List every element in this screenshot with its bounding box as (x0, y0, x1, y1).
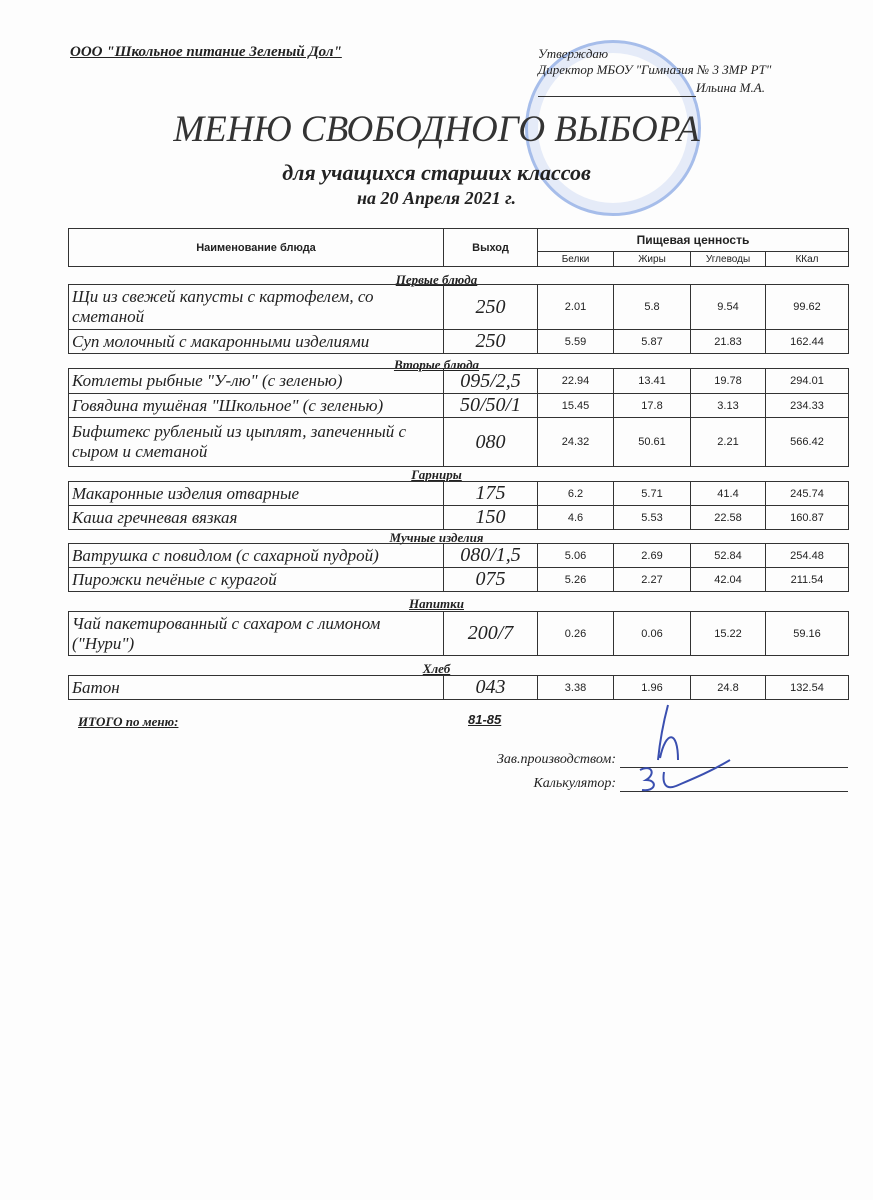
dish-name: Чай пакетированный с сахаром с лимоном ("Нури") (69, 612, 444, 656)
dish-carbs: 9.54 (691, 285, 766, 330)
dish-output: 043 (444, 676, 538, 700)
dish-fat: 0.06 (614, 612, 691, 656)
dish-fat: 17.8 (614, 394, 691, 418)
dish-fat: 5.53 (614, 506, 691, 530)
dish-output: 200/7 (444, 612, 538, 656)
col-nutrition: Пищевая ценность (538, 229, 849, 252)
table-row (69, 482, 849, 506)
dish-name: Пирожки печёные с курагой (69, 568, 444, 592)
dish-name: Щи из свежей капусты с картофелем, со сметаной (69, 285, 444, 330)
dish-fat: 5.8 (614, 285, 691, 330)
dish-protein: 15.45 (538, 394, 614, 418)
table-row (69, 612, 849, 656)
dish-carbs: 3.13 (691, 394, 766, 418)
dish-fat: 13.41 (614, 369, 691, 394)
dish-protein: 4.6 (538, 506, 614, 530)
section-table (68, 284, 849, 354)
dish-fat: 50.61 (614, 418, 691, 467)
dish-protein: 5.26 (538, 568, 614, 592)
dish-protein: 6.2 (538, 482, 614, 506)
dish-output: 080/1,5 (444, 544, 538, 568)
table-row (69, 369, 849, 394)
calculator-label: Калькулятор: (533, 776, 616, 791)
col-output: Выход (444, 229, 538, 267)
section-title: Гарниры (411, 467, 462, 482)
approval-signature-line (538, 96, 696, 97)
dish-carbs: 19.78 (691, 369, 766, 394)
table-row (69, 394, 849, 418)
organization-name: ООО "Школьное питание Зеленый Дол" (70, 44, 342, 60)
dish-kcal: 132.54 (766, 676, 849, 700)
approver-name: Ильина М.А. (696, 80, 765, 95)
dish-protein: 22.94 (538, 369, 614, 394)
table-row (69, 330, 849, 354)
dish-protein: 5.59 (538, 330, 614, 354)
dish-protein: 2.01 (538, 285, 614, 330)
section-table (68, 675, 849, 700)
dish-name: Батон (69, 676, 444, 700)
total-value: 81-85 (468, 712, 502, 727)
dish-kcal: 211.54 (766, 568, 849, 592)
dish-name: Говядина тушёная "Школьное" (с зеленью) (69, 394, 444, 418)
dish-output: 075 (444, 568, 538, 592)
dish-kcal: 99.62 (766, 285, 849, 330)
dish-fat: 5.87 (614, 330, 691, 354)
dish-kcal: 160.87 (766, 506, 849, 530)
approval-label: Утверждаю (538, 46, 609, 61)
table-row (69, 568, 849, 592)
dish-protein: 24.32 (538, 418, 614, 467)
section-title: Вторые блюда (393, 357, 480, 372)
dish-name: Бифштекс рубленый из цыплят, запеченный с сыром и сметаной (69, 418, 444, 467)
dish-carbs: 52.84 (691, 544, 766, 568)
table-row (69, 285, 849, 330)
col-carbs: Углеводы (691, 252, 766, 267)
dish-output: 175 (444, 482, 538, 506)
section-table (68, 543, 849, 592)
dish-carbs: 24.8 (691, 676, 766, 700)
dish-fat: 1.96 (614, 676, 691, 700)
dish-kcal: 254.48 (766, 544, 849, 568)
dish-name: Суп молочный с макаронными изделиями (69, 330, 444, 354)
dish-output: 50/50/1 (444, 394, 538, 418)
dish-carbs: 15.22 (691, 612, 766, 656)
col-kcal: ККал (766, 252, 849, 267)
dish-kcal: 59.16 (766, 612, 849, 656)
dish-fat: 5.71 (614, 482, 691, 506)
dish-output: 080 (444, 418, 538, 467)
table-row (69, 676, 849, 700)
dish-carbs: 22.58 (691, 506, 766, 530)
dish-name: Котлеты рыбные "У-лю" (с зеленью) (69, 369, 444, 394)
col-protein: Белки (538, 252, 614, 267)
section-title: Мучные изделия (389, 530, 484, 545)
dish-fat: 2.69 (614, 544, 691, 568)
dish-carbs: 42.04 (691, 568, 766, 592)
dish-kcal: 566.42 (766, 418, 849, 467)
dish-protein: 3.38 (538, 676, 614, 700)
dish-name: Макаронные изделия отварные (69, 482, 444, 506)
section-title: Хлеб (422, 661, 451, 676)
dish-kcal: 234.33 (766, 394, 849, 418)
approver-position: Директор МБОУ "Гимназия № 3 ЗМР РТ" (538, 62, 772, 77)
dish-name: Каша гречневая вязкая (69, 506, 444, 530)
dish-output: 150 (444, 506, 538, 530)
dish-kcal: 162.44 (766, 330, 849, 354)
menu-date: на 20 Апреля 2021 г. (357, 188, 516, 208)
dish-fat: 2.27 (614, 568, 691, 592)
col-name: Наименование блюда (69, 229, 444, 267)
section-title: Напитки (408, 596, 464, 611)
dish-kcal: 245.74 (766, 482, 849, 506)
approval-block (538, 46, 771, 98)
dish-output: 250 (444, 285, 538, 330)
total-label: ИТОГО по меню: (78, 714, 179, 729)
table-row (69, 506, 849, 530)
dish-name: Ватрушка с повидлом (с сахарной пудрой) (69, 544, 444, 568)
section-table (68, 481, 849, 530)
page-title: МЕНЮ СВОБОДНОГО ВЫБОРА (173, 109, 700, 150)
dish-protein: 0.26 (538, 612, 614, 656)
section-title: Первые блюда (395, 272, 478, 287)
table-header (68, 228, 849, 267)
handwritten-signatures (620, 700, 750, 810)
col-fat: Жиры (614, 252, 691, 267)
dish-carbs: 41.4 (691, 482, 766, 506)
dish-output: 250 (444, 330, 538, 354)
section-table (68, 611, 849, 656)
table-row (69, 418, 849, 467)
dish-output: 095/2,5 (444, 369, 538, 394)
table-row (69, 544, 849, 568)
dish-protein: 5.06 (538, 544, 614, 568)
dish-carbs: 2.21 (691, 418, 766, 467)
section-table (68, 368, 849, 467)
page-subtitle: для учащихся старших классов (282, 160, 591, 185)
dish-carbs: 21.83 (691, 330, 766, 354)
dish-kcal: 294.01 (766, 369, 849, 394)
production-label: Зав.производством: (496, 752, 616, 767)
